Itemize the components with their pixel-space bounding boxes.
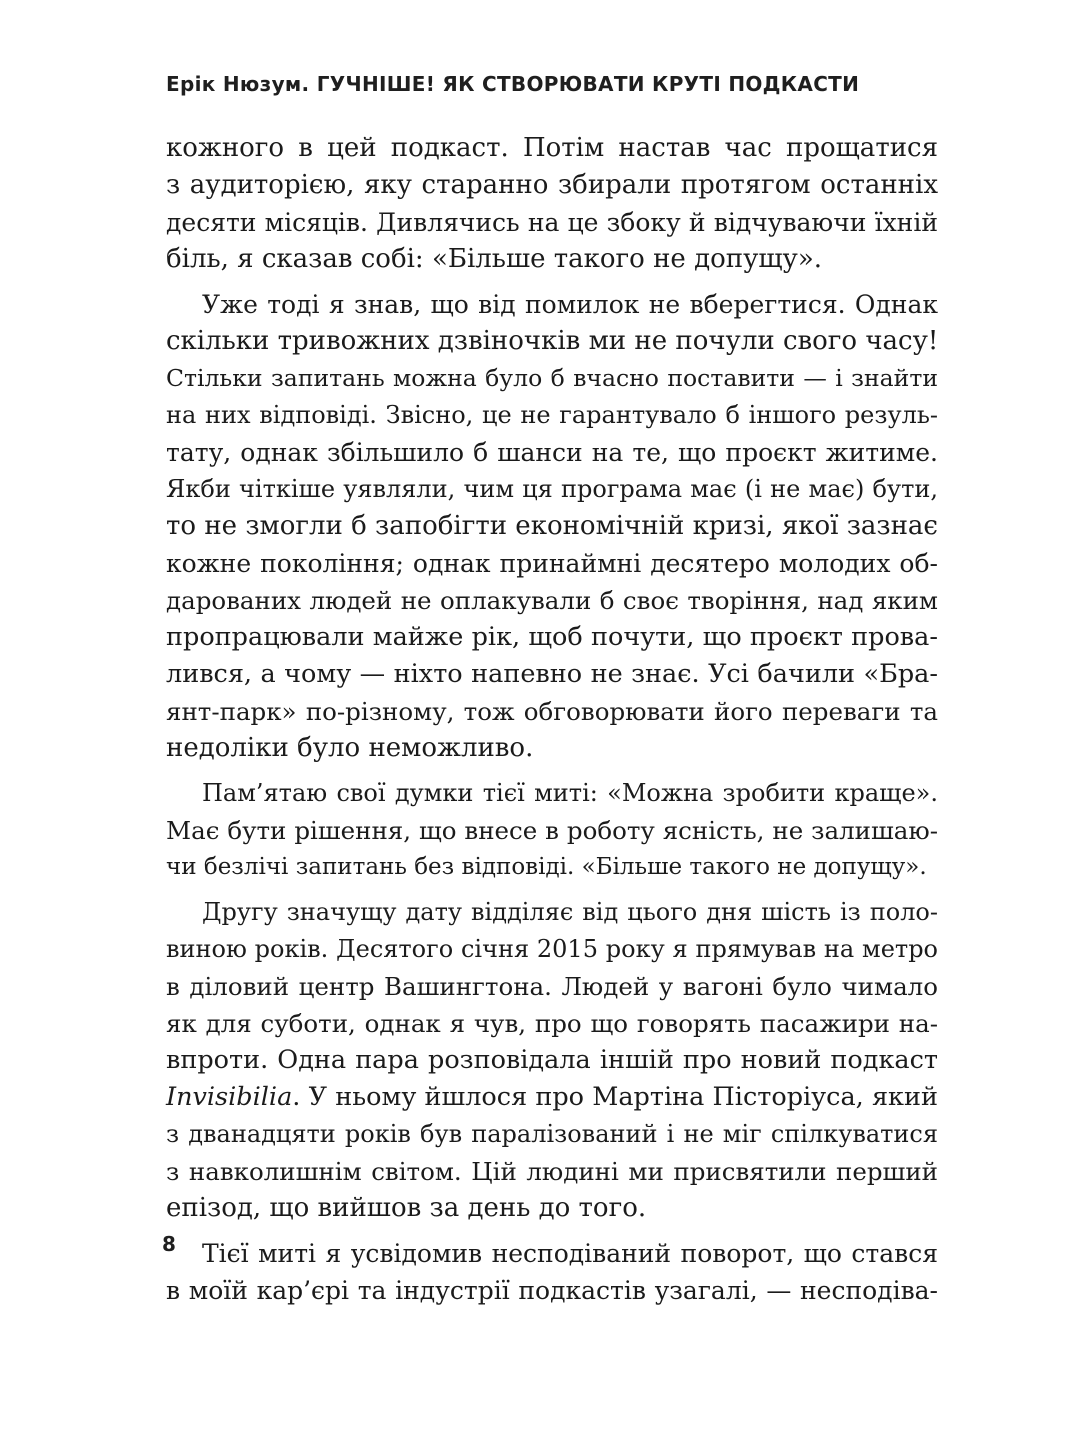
text-line: Уже тоді я знав, що від помилок не вберегтися. Однак <box>202 290 938 319</box>
page-number: 8 <box>162 1232 176 1256</box>
text-line: біль, я сказав собі: «Більше такого не допущу». <box>166 244 823 274</box>
text-line: виною років. Десятого січня 2015 року я прямував на метро <box>166 935 938 963</box>
text-line: десяти місяців. Дивлячись на це збоку й відчуваючи їхній <box>166 208 938 237</box>
text-line: недоліки було неможливо. <box>166 733 534 763</box>
text-line: з дванадцяти років був паралізований і не міг спілкуватися <box>166 1120 938 1148</box>
body-text <box>166 130 938 1309</box>
text-line: епізод, що вийшов за день до того. <box>166 1193 647 1223</box>
text-line: тату, однак збільшило б шанси на те, що проєкт житиме. <box>166 438 938 467</box>
text-line: чи безлічі запитань без відповіді. «Більше такого не допущу». <box>166 854 927 880</box>
text-line: Пам’ятаю свої думки тієї миті: «Можна зробити краще». <box>202 779 938 807</box>
text-line: то не змогли б запобігти економічній кризі, якої зазнає <box>166 511 938 541</box>
text-line: з навколишнім світом. Цій людині ми присвятили перший <box>166 1157 938 1186</box>
text-line: Стільки запитань можна було б вчасно поставити — і знайти <box>166 364 938 392</box>
text-line: впроти. Одна пара розповідала іншій про новий подкаст <box>166 1045 938 1075</box>
text-line: в діловий центр Вашингтона. Людей у вагоні було чимало <box>166 972 938 1001</box>
paragraph <box>166 775 938 886</box>
text-line: янт-парк» по-різному, тож обговорювати його переваги та <box>166 697 938 726</box>
text-line: як для суботи, однак я чув, про що говорять пасажири на- <box>166 1009 938 1038</box>
text-line: кожне покоління; однак принаймні десятеро молодих об- <box>166 549 938 578</box>
paragraph <box>166 894 938 1227</box>
paragraph <box>166 1235 938 1309</box>
text-line: лився, а чому — ніхто напевно не знає. Усі бачили «Бра- <box>166 659 938 689</box>
text-line-italic <box>166 1079 938 1116</box>
text-line: на них відповіді. Звісно, це не гарантувало б іншого резуль- <box>166 401 938 429</box>
text-line: Якби чіткіше уявляли, чим ця програма має (і не має) бути, <box>166 475 938 503</box>
text-line: Тієї миті я усвідомив несподіваний поворот, що стався <box>202 1239 938 1268</box>
text-line: Другу значущу дату відділяє від цього дня шість із поло- <box>202 898 938 926</box>
text-line: скільки тривожних дзвіночків ми не почули свого часу! <box>166 326 939 356</box>
text-line: пропрацювали майже рік, щоб почути, що проєкт прова- <box>166 622 938 652</box>
text-line: кожного в цей подкаст. Потім настав час прощатися <box>166 133 938 163</box>
text-line: в моїй кар’єрі та індустрії подкастів узагалі, — несподіва- <box>166 1276 938 1305</box>
text-line: дарованих людей не оплакували б своє творіння, над яким <box>166 586 938 615</box>
paragraph <box>166 286 938 767</box>
text-line: з аудиторією, яку старанно збирали протягом останніх <box>166 170 938 200</box>
paragraph <box>166 130 938 278</box>
text-fragment: . У ньому йшлося про Мартіна Пісторіуса, який <box>292 1082 938 1112</box>
italic-title: Invisibilia <box>166 1082 293 1112</box>
running-header: Ерік Нюзум. ГУЧНІШЕ! ЯК СТВОРЮВАТИ КРУТІ ПОДКАСТИ <box>166 72 860 96</box>
text-line: Має бути рішення, що внесе в роботу ясність, не залишаю- <box>166 816 938 845</box>
